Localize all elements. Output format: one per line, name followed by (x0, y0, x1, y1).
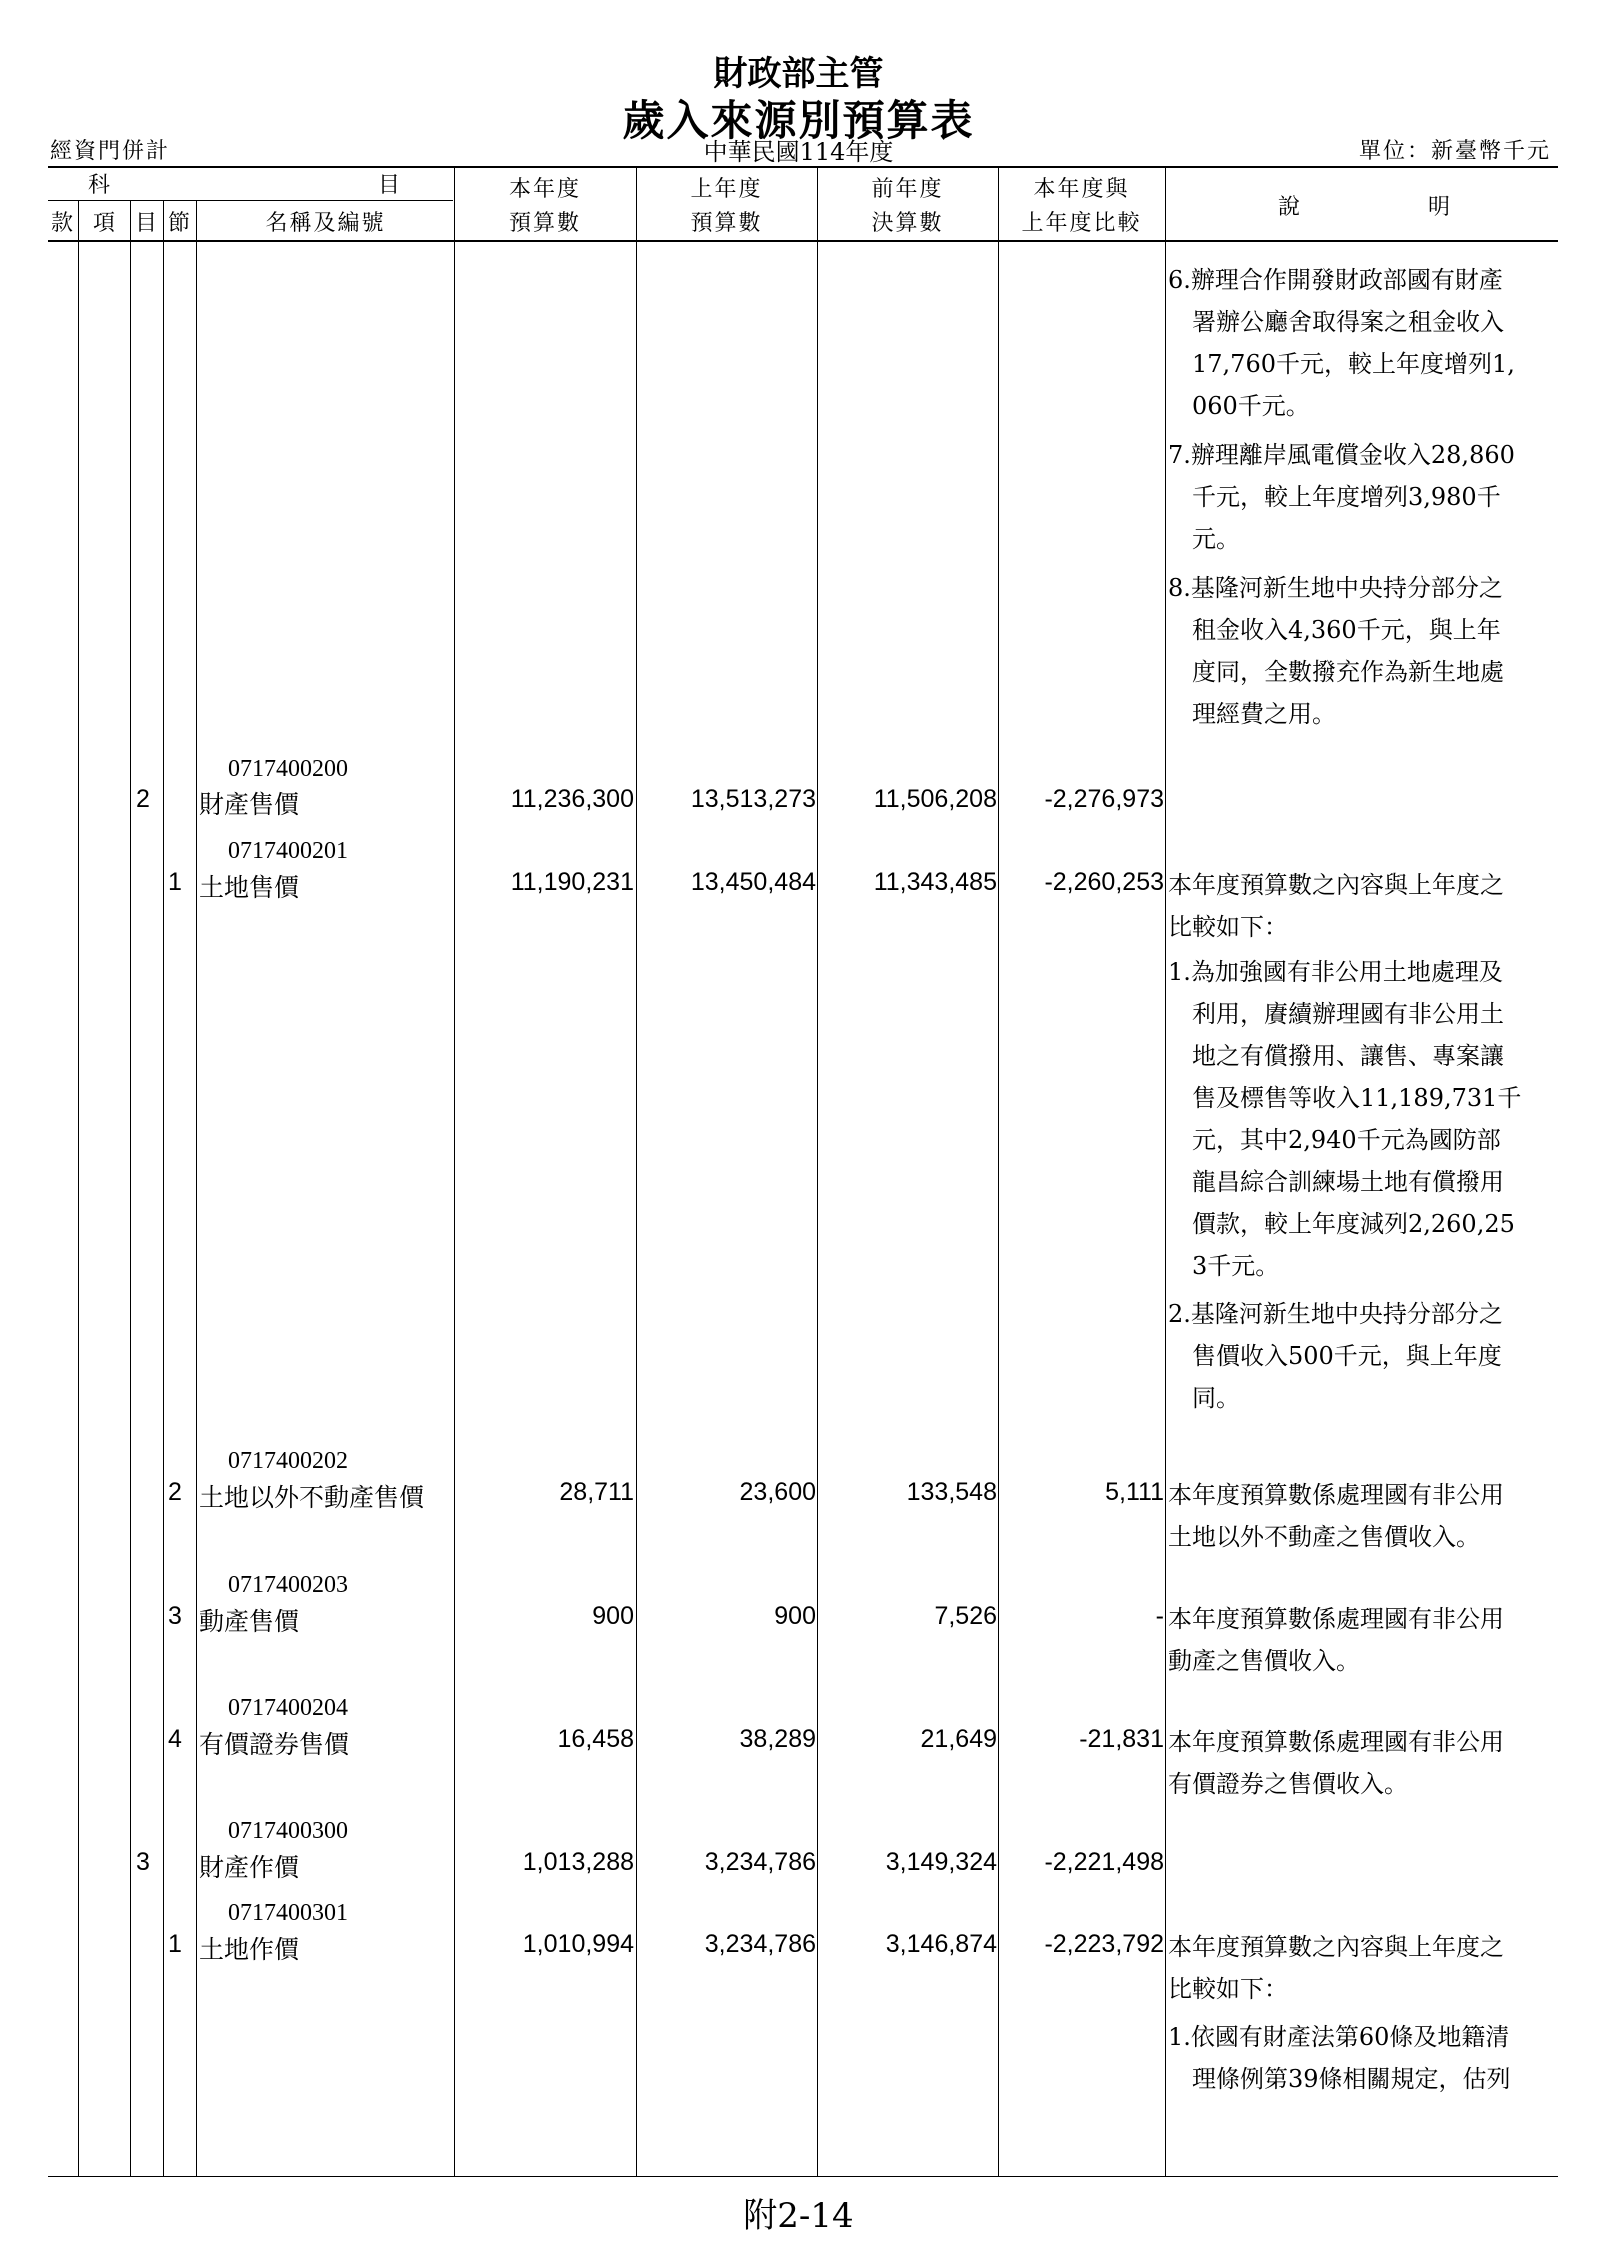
page-title: 歲入來源別預算表 (622, 96, 975, 145)
row-level-jie: 1 (168, 868, 182, 896)
row-final: 3,146,874 (885, 1930, 997, 1958)
header-bottom-rule (48, 240, 1558, 242)
header-prev-2: 預算數 (690, 211, 763, 236)
row-code: 0717400300 (228, 1818, 348, 1844)
header-jie: 節 (167, 211, 192, 236)
row-code: 0717400201 (228, 838, 348, 864)
unit-label: 單位：新臺幣千元 (1358, 139, 1551, 164)
row-final: 11,343,485 (873, 868, 997, 896)
header-final-2: 決算數 (871, 211, 944, 236)
row-name: 土地售價 (199, 873, 300, 902)
col-divider-cmp (1165, 166, 1166, 2176)
header-cur-1: 本年度 (508, 177, 581, 202)
note-line: 比較如下： (1168, 1975, 1288, 2003)
row-cmp: -21,831 (1079, 1725, 1164, 1753)
note-line: 元。 (1192, 525, 1240, 553)
row-prev: 900 (774, 1602, 816, 1630)
row-code: 0717400203 (228, 1572, 348, 1598)
row-cur: 16,458 (557, 1725, 634, 1753)
note-line: 署辦公廳舍取得案之租金收入 (1192, 308, 1504, 336)
header-desc-2: 明 (1427, 195, 1452, 220)
row-final: 7,526 (934, 1602, 997, 1630)
note-line: 8.基隆河新生地中央持分部分之 (1168, 574, 1503, 602)
row-name: 動產售價 (199, 1607, 300, 1636)
note-line: 同。 (1192, 1384, 1240, 1412)
header-mu: 目 (377, 173, 402, 198)
row-level-jie: 4 (168, 1725, 182, 1753)
row-prev: 23,600 (739, 1478, 816, 1506)
col-divider-prev (817, 166, 818, 2176)
header-prev-1: 上年度 (690, 177, 763, 202)
header-mu2: 目 (134, 211, 159, 236)
row-code: 0717400202 (228, 1448, 348, 1474)
note-line: 17,760千元，較上年度增列1, (1192, 350, 1515, 378)
col-divider-xiang (130, 200, 131, 2176)
note-line: 比較如下： (1168, 913, 1288, 941)
note-line: 本年度預算數係處理國有非公用 (1168, 1728, 1504, 1756)
note-line: 千元，較上年度增列3,980千 (1192, 483, 1501, 511)
note-line: 本年度預算數之內容與上年度之 (1168, 1933, 1504, 1961)
row-name: 土地以外不動產售價 (199, 1483, 425, 1512)
note-line: 本年度預算數之內容與上年度之 (1168, 871, 1504, 899)
note-line: 1.為加強國有非公用土地處理及 (1168, 958, 1503, 986)
note-line: 3千元。 (1192, 1252, 1280, 1280)
row-prev: 38,289 (739, 1725, 816, 1753)
row-level-mu: 3 (136, 1848, 150, 1876)
row-cmp: -2,223,792 (1044, 1930, 1164, 1958)
page-number: 附2-14 (743, 2196, 854, 2236)
note-line: 理經費之用。 (1192, 700, 1336, 728)
note-line: 060千元。 (1192, 392, 1310, 420)
header-cmp-2: 上年度比較 (1021, 211, 1142, 236)
row-name: 財產作價 (199, 1853, 300, 1882)
header-name: 名稱及編號 (265, 211, 386, 236)
note-line: 地之有償撥用、讓售、專案讓 (1192, 1042, 1504, 1070)
row-name: 財產售價 (199, 790, 300, 819)
header-cmp-1: 本年度與 (1033, 177, 1130, 202)
note-line: 租金收入4,360千元，與上年 (1192, 616, 1501, 644)
row-cur: 11,236,300 (510, 785, 634, 813)
header-cur-2: 預算數 (508, 211, 581, 236)
header-desc-1: 說 (1277, 195, 1302, 220)
note-line: 7.辦理離岸風電償金收入28,860 (1168, 441, 1515, 469)
row-name: 有價證券售價 (199, 1730, 350, 1759)
note-line: 土地以外不動產之售價收入。 (1168, 1523, 1480, 1551)
row-code: 0717400204 (228, 1695, 348, 1721)
row-level-mu: 2 (136, 785, 150, 813)
note-line: 本年度預算數係處理國有非公用 (1168, 1605, 1504, 1633)
note-line: 2.基隆河新生地中央持分部分之 (1168, 1300, 1503, 1328)
row-level-jie: 2 (168, 1478, 182, 1506)
note-line: 度同，全數撥充作為新生地處 (1192, 658, 1504, 686)
row-name: 土地作價 (199, 1935, 300, 1964)
note-line: 理條例第39條相關規定，估列 (1192, 2065, 1511, 2093)
note-line: 售及標售等收入11,189,731千 (1192, 1084, 1522, 1112)
table-bottom-rule (48, 2176, 1558, 2177)
row-final: 133,548 (906, 1478, 997, 1506)
col-divider-cur (636, 166, 637, 2176)
row-cur: 1,010,994 (522, 1930, 634, 1958)
row-cmp: -2,260,253 (1044, 868, 1164, 896)
header-kuan: 款 (50, 211, 75, 236)
col-divider-kuan (78, 200, 79, 2176)
row-code: 0717400301 (228, 1900, 348, 1926)
col-divider-jie (196, 200, 197, 2176)
row-final: 11,506,208 (873, 785, 997, 813)
row-level-jie: 1 (168, 1930, 182, 1958)
row-cmp: - (1155, 1602, 1164, 1630)
agency-title: 財政部主管 (713, 54, 884, 94)
note-line: 有價證券之售價收入。 (1168, 1770, 1408, 1798)
row-cmp: 5,111 (1105, 1478, 1164, 1506)
row-cur: 1,013,288 (522, 1848, 634, 1876)
scope-label: 經資門併計 (50, 139, 171, 164)
row-cur: 11,190,231 (510, 868, 634, 896)
row-prev: 3,234,786 (704, 1848, 816, 1876)
row-level-jie: 3 (168, 1602, 182, 1630)
row-cur: 28,711 (559, 1478, 634, 1506)
note-line: 利用，賡續辦理國有非公用土 (1192, 1000, 1504, 1028)
header-ke: 科 (87, 173, 112, 198)
note-line: 動產之售價收入。 (1168, 1647, 1360, 1675)
note-line: 元，其中2,940千元為國防部 (1192, 1126, 1501, 1154)
note-line: 6.辦理合作開發財政部國有財產 (1168, 266, 1503, 294)
row-cur: 900 (592, 1602, 634, 1630)
row-code: 0717400200 (228, 756, 348, 782)
fiscal-year: 中華民國114年度 (703, 138, 894, 166)
note-line: 龍昌綜合訓練場土地有償撥用 (1192, 1168, 1504, 1196)
col-divider-final (998, 166, 999, 2176)
row-prev: 13,450,484 (690, 868, 816, 896)
table-top-rule (48, 166, 1558, 168)
row-prev: 3,234,786 (704, 1930, 816, 1958)
header-split-rule (48, 200, 453, 201)
note-line: 價款，較上年度減列2,260,25 (1192, 1210, 1515, 1238)
row-final: 21,649 (920, 1725, 997, 1753)
note-line: 本年度預算數係處理國有非公用 (1168, 1481, 1504, 1509)
header-xiang: 項 (92, 211, 117, 236)
row-cmp: -2,276,973 (1044, 785, 1164, 813)
note-line: 1.依國有財產法第60條及地籍清 (1168, 2023, 1510, 2051)
row-cmp: -2,221,498 (1044, 1848, 1164, 1876)
col-divider-name (454, 166, 455, 2176)
row-final: 3,149,324 (885, 1848, 997, 1876)
row-prev: 13,513,273 (690, 785, 816, 813)
header-final-1: 前年度 (871, 177, 944, 202)
col-divider-mu (163, 200, 164, 2176)
note-line: 售價收入500千元，與上年度 (1192, 1342, 1502, 1370)
